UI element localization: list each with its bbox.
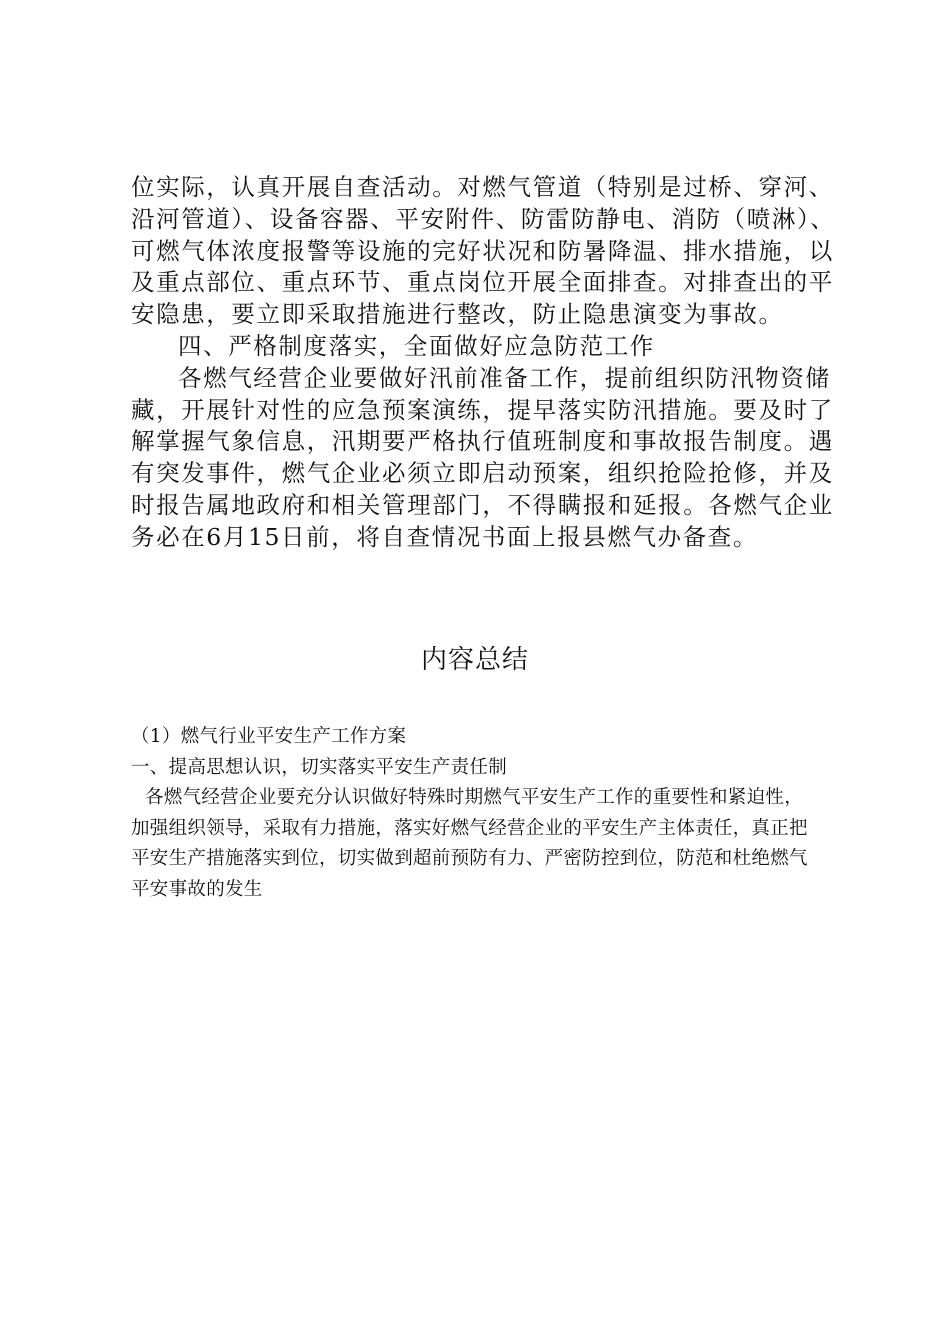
body-paragraph-continued: 位实际，认真开展自查活动。对燃气管道（特别是过桥、穿河、沿河管道）、设备容器、平安附件、防雷防静电、消防（喷淋）、可燃气体浓度报警等设施的完好状况和防暑降温、排水措施，以及重点部位、重点环节、重点岗位开展全面排查。对排查出的平安隐患，要立即采取措施进行整改，防止隐患演变为事故。	[131, 173, 836, 329]
summary-item-title: （1）燃气行业平安生产工作方案	[131, 726, 407, 747]
section-heading-four: 四、严格制度落实，全面做好应急防范工作	[178, 331, 655, 360]
summary-title: 内容总结	[420, 645, 529, 675]
body-text	[131, 172, 843, 554]
summary-item-paragraph: 各燃气经营企业要充分认识做好特殊时期燃气平安生产工作的重要性和紧迫性，加强组织领导，采取有力措施，落实好燃气经营企业的平安生产主体责任，真正把平安生产措施落实到位，切实做到超前预防有力、严密防控到位，防范和杜绝燃气平安事故的发生	[131, 787, 808, 900]
summary-section	[131, 722, 821, 905]
body-paragraph-emergency: 各燃气经营企业要做好汛前准备工作，提前组织防汛物资储藏，开展针对性的应急预案演练，提早落实防汛措施。要及时了解掌握气象信息，汛期要严格执行值班制度和事故报告制度。遇有突发事件，燃气企业必须立即启动预案，组织抢险抢修，并及时报告属地政府和相关管理部门，不得瞒报和延报。各燃气企业务必在6月15日前，将自查情况书面上报县燃气办备查。	[131, 363, 834, 551]
summary-item-heading: 一、提高思想认识，切实落实平安生产责任制	[131, 756, 508, 778]
